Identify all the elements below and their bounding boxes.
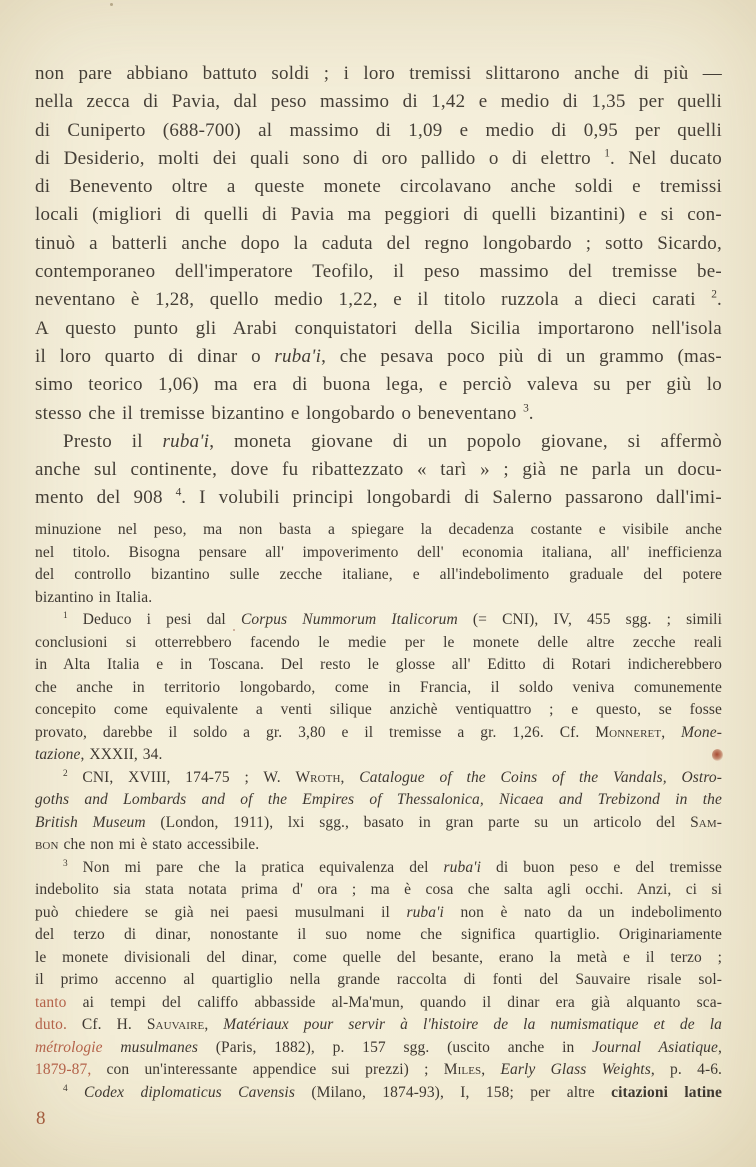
text-line (35, 343, 722, 371)
text-segment: non è nato da un indebolimento (443, 903, 722, 921)
text-line (35, 834, 722, 857)
text-segment: , (718, 1038, 722, 1056)
text-segment: Catalogue of the Coins of the Vandals, Ostro- (359, 768, 723, 786)
text-line (35, 857, 722, 880)
text-segment: CNI, XVIII, 174-75 ; W. (67, 768, 296, 786)
text-segment: ruba'i (443, 858, 481, 876)
footnote-marker: 2 (63, 768, 68, 779)
text-line (35, 173, 722, 201)
text-segment: di Desiderio, molti dei quali sono di oro pallido o di elettro (35, 147, 605, 169)
text-segment: ruba'i (162, 430, 210, 452)
text-segment: minuzione nel peso, ma non basta a spiegare la decadenza costante e visibile anche (35, 521, 722, 538)
text-segment: mento del 908 (35, 487, 176, 509)
text-segment: . Nel ducato (609, 147, 722, 169)
text-segment: (= CNI), IV, 455 sgg. ; simili (457, 611, 722, 628)
text-line (35, 654, 722, 677)
text-segment: di buon peso e del tremisse (481, 858, 722, 876)
text-line (35, 1059, 722, 1082)
text-segment: Early Glass Weights (500, 1061, 651, 1078)
text-line (35, 632, 722, 655)
text-line (35, 400, 722, 428)
text-line (35, 88, 722, 116)
text-segment: , (204, 1016, 224, 1033)
text-segment: bon (35, 836, 59, 853)
text-line (35, 1082, 722, 1105)
footnote-marker: 1 (63, 610, 68, 621)
text-segment: Journal Asiatique (592, 1038, 719, 1056)
text-segment: Codex diplomaticus Cavensis (84, 1083, 295, 1101)
text-segment: (Paris, 1882), p. 157 sgg. (uscito anche in (198, 1038, 593, 1056)
text-line (35, 428, 722, 456)
footnote-marker: 4 (63, 1083, 68, 1094)
footnote-marker: 2 (711, 289, 717, 302)
text-line (35, 1014, 722, 1037)
text-segment: del terzo di dinar, nonostante il suo nome che significa quartiglio. Originariamente (35, 926, 722, 943)
text-line (35, 767, 722, 790)
paper-speck (233, 629, 235, 631)
text-segment: , (340, 768, 360, 786)
text-segment: il primo accenno al quartiglio nella grande raccolta di fonti del Sauvaire risale sol- (35, 971, 722, 988)
text-segment: . I volubili principi longobardi di Salerno passarono dall'imi- (181, 487, 723, 509)
text-segment: Sauvaire (146, 1016, 205, 1033)
text-segment: tinuò a batterli anche dopo la caduta del regno longobardo ; sotto Sicardo, (35, 232, 722, 254)
text-segment: , moneta giovane di un popolo giovane, si affermò (209, 430, 722, 452)
text-segment: provato, darebbe il soldo a gr. 3,80 e il tremisse a gr. 1,26. Cf. (35, 723, 596, 741)
text-line (35, 456, 722, 484)
text-segment: di Cuniperto (688-700) al massimo di 1,09 e medio di 0,95 per quelli (35, 119, 722, 141)
text-segment: tazione (35, 746, 81, 763)
text-line (35, 484, 722, 512)
text-segment: le monete divisionali del dinar, come quelle del besante, erano la metà e il terzo ; (35, 948, 722, 966)
text-segment: 1879-87, (35, 1061, 92, 1078)
text-segment: . (528, 402, 534, 424)
text-segment: nel titolo. Bisogna pensare all' impoverimento dell' economia italiana, all' inefficienza (35, 543, 722, 561)
text-line (35, 587, 722, 610)
text-segment: Corpus Nummorum Italicorum (240, 611, 458, 628)
text-segment: Presto il (63, 430, 163, 452)
text-segment: citazioni latine (611, 1083, 722, 1101)
footnotes (35, 519, 722, 1104)
text-segment: ruba'i (274, 345, 322, 367)
text-line (35, 722, 722, 745)
page-number: 8 (36, 1108, 46, 1129)
text-line (35, 744, 722, 767)
text-segment: tanto (35, 993, 67, 1011)
text-line (35, 812, 722, 835)
text-segment: musulmanes (102, 1038, 198, 1056)
text-line (35, 286, 722, 314)
text-segment: A questo punto gli Arabi conquistatori della Sicilia importarono nell'isola (35, 317, 722, 339)
text-segment: che non mi è stato accessibile. (58, 836, 260, 853)
text-segment: il loro quarto di dinar o (35, 345, 275, 367)
footnote-marker: 1 (604, 147, 610, 160)
text-segment: stesso che il tremisse bizantino e longobardo o beneventano (35, 402, 524, 424)
text-segment: ai tempi del califfo abbasside al-Ma'mun, quando il dinar era già alquanto sca- (66, 993, 722, 1011)
text-line (35, 902, 722, 925)
text-line (35, 699, 722, 722)
text-segment: Monneret (595, 723, 662, 741)
text-segment: , XXXII, 34. (80, 746, 163, 763)
text-line (35, 992, 722, 1015)
text-line (35, 1037, 722, 1060)
text-line (35, 315, 722, 343)
text-segment: bizantino in Italia. (35, 588, 153, 606)
text-line (35, 519, 722, 542)
text-segment: Non mi pare che la pratica equivalenza del (67, 858, 444, 876)
text-segment: , che pesava poco più di un grammo (mas- (321, 345, 722, 367)
text-segment: di Benevento oltre a queste monete circolavano anche soldi e tremissi (35, 176, 722, 198)
text-line (35, 924, 722, 947)
ink-spot (712, 749, 723, 761)
text-segment: Wroth (295, 768, 341, 786)
text-segment: anche sul continente, dove fu ribattezzato « tarì » ; già ne parla un docu- (35, 459, 722, 481)
text-segment: non pare abbiano battuto soldi ; i loro tremissi slittarono anche di più — (35, 63, 722, 84)
text-segment: Matériaux pour servir à l'histoire de la numismatique et de la (223, 1016, 722, 1033)
text-segment: goths and Lombards and of the Empires of Thessalonica, Nicaea and Trebizond in the (35, 791, 722, 808)
text-line (35, 117, 722, 145)
text-segment: , (661, 723, 682, 741)
text-segment (68, 1084, 84, 1101)
footnote-marker: 4 (175, 487, 182, 500)
text-segment: indebolito sia stata notata prima d' ora ; ma è cosa che salta agli occhi. Anzi, ci si (35, 881, 722, 898)
text-segment: nella zecca di Pavia, dal peso massimo di 1,42 e medio di 1,35 per quelli (35, 91, 722, 113)
paper-speck (110, 3, 113, 6)
text-segment: (London, 1911), lxi sgg., basato in gran parte su un articolo del (145, 813, 691, 831)
text-segment: conclusioni si otterrebbero facendo le medie per le monete delle altre zecche reali (35, 633, 722, 651)
text-segment: Miles (443, 1061, 482, 1078)
text-line (35, 371, 722, 399)
text-segment: contemporaneo dell'imperatore Teofilo, il peso massimo del tremisse be- (35, 261, 722, 283)
text-line (35, 947, 722, 970)
text-segment: concepito come equivalente a venti silique anzichè ventiquattro ; e questo, se fosse (35, 701, 722, 718)
text-segment: Deduco i pesi dal (67, 611, 241, 628)
text-segment: con un'interessante appendice sui prezzi) ; (91, 1061, 444, 1078)
text-segment: . (717, 289, 722, 311)
text-segment: British Museum (35, 813, 146, 831)
footnote-marker: 3 (63, 858, 68, 869)
text-line (35, 969, 722, 992)
text-line (35, 201, 722, 229)
text-segment: Mone- (681, 723, 722, 741)
text-segment: simo teorico 1,06) ma era di buona lega, e perciò valeva su per giù lo (35, 374, 722, 396)
text-line (35, 230, 722, 258)
footnote-marker: 3 (523, 402, 529, 415)
text-segment: métrologie (35, 1038, 103, 1056)
text-segment: duto. (35, 1016, 67, 1033)
text-segment: (Milano, 1874-93), I, 158; per altre (294, 1083, 612, 1101)
text-line (35, 609, 722, 632)
text-line (35, 258, 722, 286)
main-text (35, 60, 722, 513)
text-segment: locali (migliori di quelli di Pavia ma peggiori di quelli bizantini) e si con- (35, 204, 722, 226)
text-line (35, 879, 722, 902)
text-line (35, 564, 722, 587)
text-line (35, 542, 722, 565)
text-line (35, 60, 722, 88)
text-segment: del controllo bizantino sulle zecche italiane, e all'indebolimento graduale del potere (35, 566, 722, 583)
text-segment: può chiedere se già nei paesi musulmani il (35, 903, 407, 921)
text-segment: , p. 4-6. (650, 1061, 723, 1078)
text-segment: neventano è 1,28, quello medio 1,22, e il titolo ruzzola a dieci carati (35, 289, 712, 311)
text-segment: ruba'i (406, 903, 444, 921)
text-segment: Sam- (690, 813, 722, 831)
text-segment: Cf. H. (66, 1016, 147, 1033)
text-line (35, 789, 722, 812)
text-line (35, 677, 722, 700)
text-line (35, 145, 722, 173)
text-segment: che anche in territorio longobardo, come in Francia, il soldo veniva comunemente (35, 678, 722, 696)
text-segment: in Alta Italia e in Toscana. Del resto le glosse all' Editto di Rotari indicherebbero (35, 656, 722, 673)
text-segment: , (481, 1061, 501, 1078)
